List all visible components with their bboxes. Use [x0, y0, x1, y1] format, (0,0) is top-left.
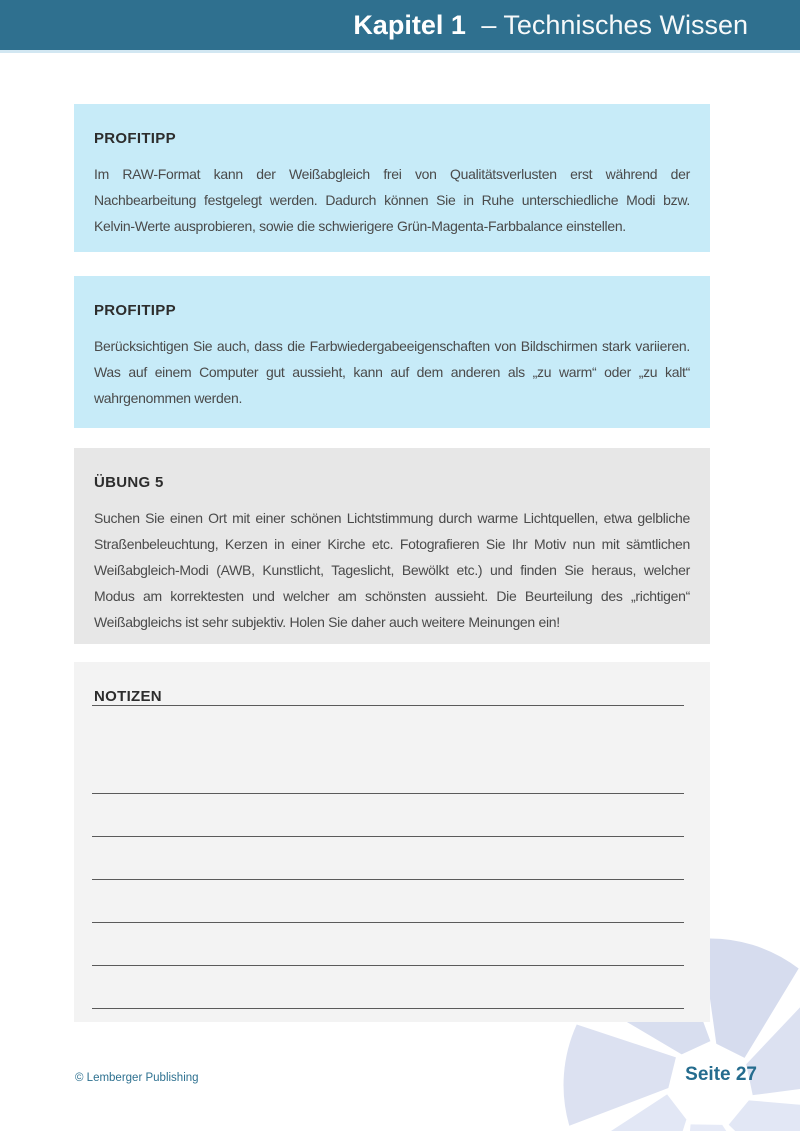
profitipp-1-body: Im RAW-Format kann der Weißabgleich frei von Qualitätsverlusten erst während der Nachbearbeitung festgelegt werden. Dadurch können Sie in Ruhe unterschiedliche Modi bzw. Kelvin-Werte ausprobieren, sowie die schwierigere Grün-Magenta-Farbbalance einstellen. [94, 166, 690, 234]
note-line [92, 965, 684, 966]
uebung-box [74, 448, 710, 644]
chapter-name: – Technisches Wissen [481, 10, 748, 40]
chapter-number: Kapitel 1 [353, 10, 466, 40]
uebung-body: Suchen Sie einen Ort mit einer schönen Lichtstimmung durch warme Lichtquellen, etwa gelbliche Straßenbeleuchtung, Kerzen in einer Kirche etc. Fotografieren Sie Ihr Motiv nun mit sämtlichen Weißabgleich-Modi (AWB, Kunstlicht, Tageslicht, Bewölkt etc.) und finden Sie heraus, welcher Modus am korrektesten und welcher am schönsten aussieht. Die Beurteilung des „richtigen“ Weißabgleichs ist sehr subjektiv. Holen Sie daher auch weitere Meinungen ein! [94, 510, 690, 630]
profitipp-box-1 [74, 104, 710, 252]
copyright-text: © Lemberger Publishing [75, 1072, 199, 1084]
note-line [92, 793, 684, 794]
chapter-header-bar [0, 0, 800, 53]
chapter-title [353, 0, 748, 50]
notizen-title: NOTIZEN [94, 688, 162, 705]
profitipp-2-title: PROFITIPP [94, 302, 176, 319]
note-line [92, 879, 684, 880]
profitipp-1-title: PROFITIPP [94, 130, 176, 147]
note-line [92, 836, 684, 837]
page-number: Seite 27 [685, 1064, 757, 1085]
profitipp-box-2 [74, 276, 710, 428]
note-line [92, 922, 684, 923]
profitipp-2-body: Berücksichtigen Sie auch, dass die Farbwiedergabeeigenschaften von Bildschirmen stark variieren. Was auf einem Computer gut aussieht, kann auf dem anderen als „zu warm“ oder „zu kalt“ wahrgenommen werden. [94, 338, 690, 406]
notizen-box [74, 662, 710, 1022]
note-line [92, 1008, 684, 1009]
uebung-title: ÜBUNG 5 [94, 474, 164, 491]
note-line [92, 705, 684, 706]
